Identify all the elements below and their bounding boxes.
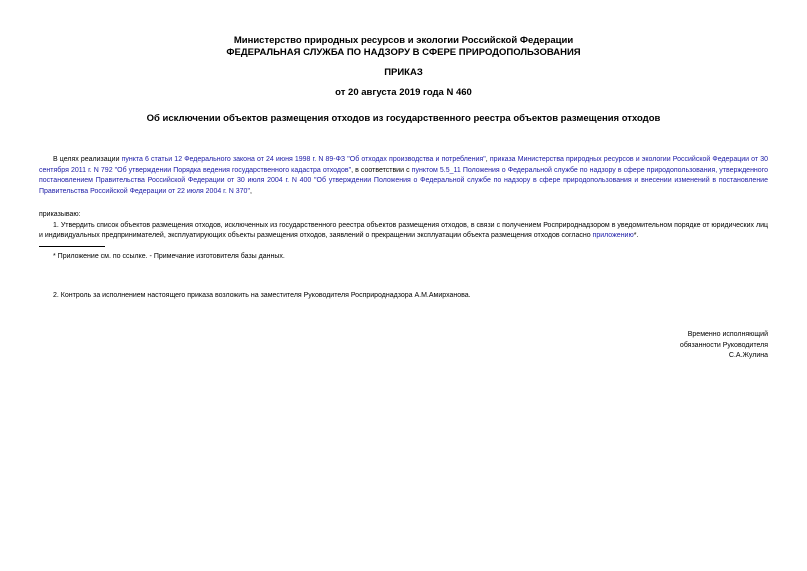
document-date-number: от 20 августа 2019 года N 460 [335, 87, 472, 98]
point-1-suffix: *. [633, 232, 639, 239]
order-word: приказываю: [39, 211, 81, 218]
document-header [0, 35, 807, 125]
signature-block [680, 330, 768, 362]
ministry-name: Министерство природных ресурсов и экологии Российской Федерации [233, 35, 574, 46]
appendix-link[interactable]: приложению [592, 232, 634, 239]
point-1-paragraph [39, 221, 768, 242]
service-name: ФЕДЕРАЛЬНАЯ СЛУЖБА ПО НАДЗОРУ В СФЕРЕ ПРИРОДОПОЛЬЗОВАНИЯ [226, 47, 581, 58]
preamble-paragraph [39, 155, 768, 197]
footnote-divider [39, 246, 105, 247]
regulation-link[interactable]: пунктом 5.5_11 Положения о Федеральной службе по надзору в сфере природопользования, утвержденного постановлением Правительства Российской Федерации от 30 июля 2004 г. N 400 "Об утверждении Положения о Федеральной службе по надзору в сфере природопользования и внесении изменений в постановление Правительства Российской Федерации от 22 июля 2004 г. N 370" [39, 166, 768, 195]
document-subject: Об исключении объектов размещения отходов из государственного реестра объектов размещения отходов [146, 113, 661, 124]
document-body [39, 155, 768, 262]
point-2-paragraph: 2. Контроль за исполнением настоящего приказа возложить на заместителя Руководителя Росприроднадзора А.М.Амирханова. [53, 292, 471, 299]
law-link[interactable]: пункта 6 статьи 12 Федерального закона от 24 июня 1998 г. N 89-ФЗ "Об отходах производства и потребления" [121, 156, 486, 163]
footnote: * Приложение см. по ссылке. - Примечание изготовителя базы данных. [53, 252, 285, 260]
preamble-text: , [485, 156, 490, 163]
preamble-text: , в соответствии с [351, 166, 412, 174]
signature-position-line-2: обязанности Руководителя [679, 341, 768, 349]
point-1-text: 1. Утвердить список объектов размещения отходов, исключенных из государственного реестра объектов размещения отходов, в связи с получением Росприроднадзором в уведомительном порядке от юридических лиц и индивидуальных предпринимателей, эксплуатирующих объекты размещения отходов, заявлений о прекращении эксплуатации объекта размещения отходов согласно [39, 221, 768, 239]
ministry-order-link[interactable]: приказа Министерства природных ресурсов и экологии Российской Федерации от 30 сентября 2011 г. N 792 "Об утверждении Порядка ведения государственного кадастра отходов" [39, 156, 769, 174]
preamble-text: , [249, 187, 252, 195]
preamble-text: В целях реализации [53, 156, 122, 163]
document-type: ПРИКАЗ [384, 67, 423, 78]
signature-position-line-1: Временно исполняющий [687, 331, 768, 338]
signatory-name: С.А.Жулина [728, 352, 768, 359]
